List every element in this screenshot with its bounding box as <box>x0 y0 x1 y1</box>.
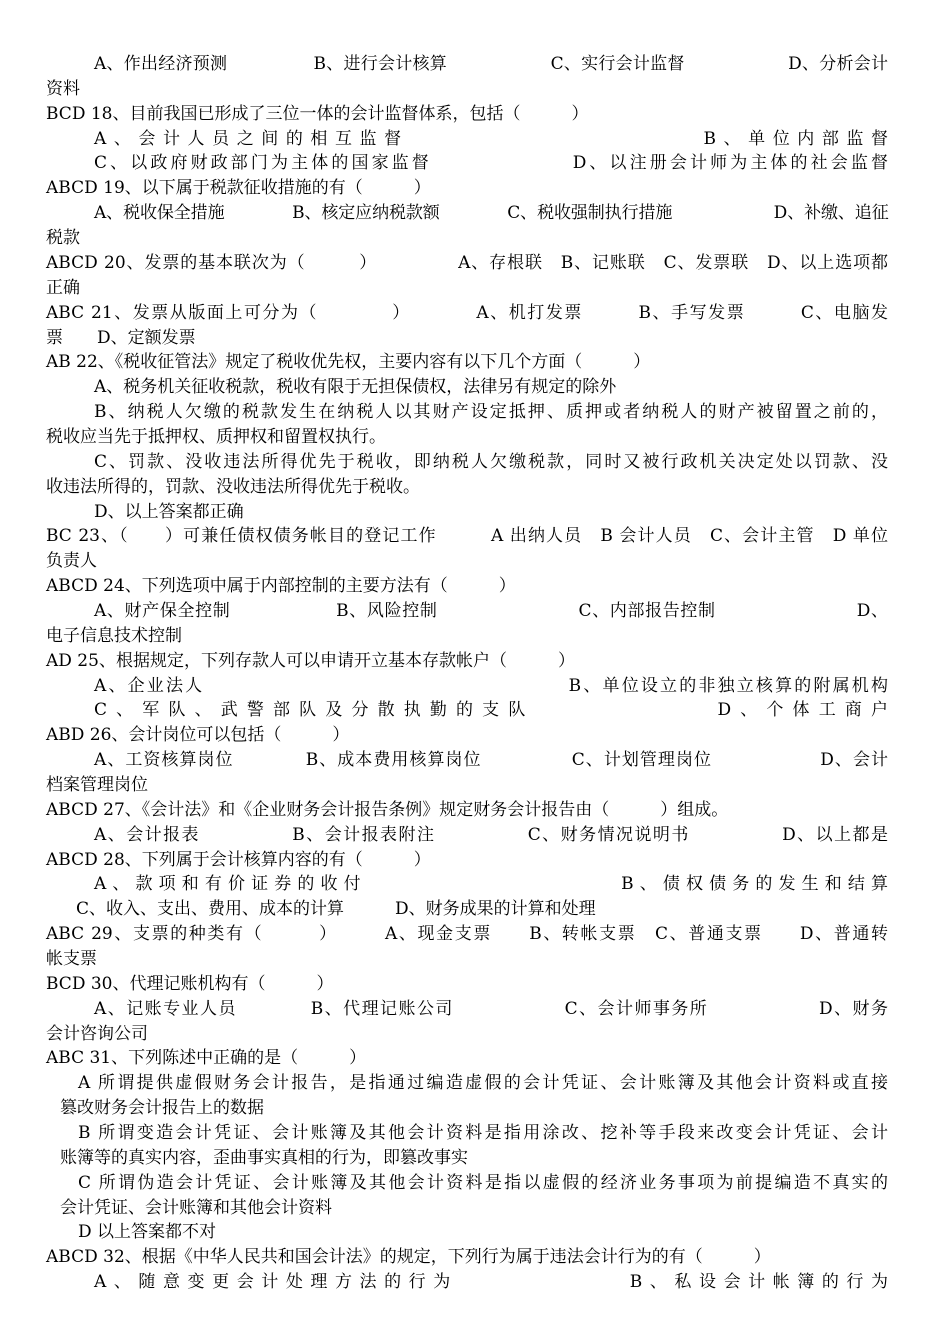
option-line: A、工资核算岗位 B、成本费用核算岗位 C、计划管理岗位 D、会计 <box>94 750 888 771</box>
question-23: BC 23、（ ）可兼任债权债务帐目的登记工作 A 出纳人员 B 会计人员 C、会计主管 D 单位 <box>46 526 888 547</box>
question-24: ABCD 24、下列选项中属于内部控制的主要方法有（ ） <box>46 576 516 597</box>
option-line: D、以上答案都正确 <box>94 501 244 522</box>
option-line: A、会计人员之间的相互监督 B、单位内部监督 <box>94 128 888 149</box>
text-line: 税款 <box>46 228 80 248</box>
option-line: A、款项和有价证券的收付 B、债权债务的发生和结算 <box>94 874 888 895</box>
text-line: 会计咨询公司 <box>46 1023 148 1044</box>
text-line: 收违法所得的，罚款、没收违法所得优先于税收。 <box>46 476 420 497</box>
option-line: A、会计报表 B、会计报表附注 C、财务情况说明书 D、以上都是 <box>94 824 888 845</box>
question-21: ABC 21、发票从版面上可分为（ ） A、机打发票 B、手写发票 C、电脑发 <box>46 302 888 323</box>
question-25: AD 25、根据规定，下列存款人可以申请开立基本存款帐户（ ） <box>46 650 575 671</box>
text-line: 负责人 <box>46 551 97 572</box>
question-32: ABCD 32、根据《中华人民共和国会计法》的规定，下列行为属于违法会计行为的有（ ） <box>46 1247 771 1268</box>
option-line: A、随意变更会计处理方法的行为 B、私设会计帐簿的行为 <box>94 1272 888 1293</box>
option-line: B 所谓变造会计凭证、会计账簿及其他会计资料是指用涂改、挖补等手段来改变会计凭证、会计 <box>78 1123 888 1143</box>
question-30: BCD 30、代理记账机构有（ ） <box>46 973 334 994</box>
question-18: BCD 18、目前我国已形成了三位一体的会计监督体系，包括（ ） <box>46 103 589 124</box>
option-line: B、纳税人欠缴的税款发生在纳税人以其财产设定抵押、质押或者纳税人的财产被留置之前的， <box>94 402 888 422</box>
text-line: 会计凭证、会计账簿和其他会计资料 <box>60 1197 332 1218</box>
text-line: 篡改财务会计报告上的数据 <box>60 1098 264 1119</box>
question-22: AB 22、《税收征管法》规定了税收优先权，主要内容有以下几个方面（ ） <box>46 352 651 373</box>
option-line: C、军队、武警部队及分散执勤的支队 D、个体工商户 <box>94 700 888 721</box>
option-line: C 所谓伪造会计凭证、会计账簿及其他会计资料是指以虚假的经济业务事项为前提编造不真实的 <box>78 1172 888 1193</box>
option-line: A、记账专业人员 B、代理记账公司 C、会计师事务所 D、财务 <box>94 998 888 1019</box>
option-line: A、税收保全措施 B、核定应纳税款额 C、税收强制执行措施 D、补缴、追征 <box>94 203 889 224</box>
text-line: 票 D、定额发票 <box>46 327 196 348</box>
option-line: C、以政府财政部门为主体的国家监督 D、以注册会计师为主体的社会监督 <box>94 153 888 174</box>
option-line: A、税务机关征收税款，税收有限于无担保债权，法律另有规定的除外 <box>94 377 617 398</box>
text-line: 电子信息技术控制 <box>46 625 182 646</box>
question-28: ABCD 28、下列属于会计核算内容的有（ ） <box>46 849 431 870</box>
question-27: ABCD 27、《会计法》和《企业财务会计报告条例》规定财务会计报告由（ ）组成。 <box>46 799 729 820</box>
question-20: ABCD 20、发票的基本联次为（ ） A、存根联 B、记账联 C、发票联 D、以上选项都 <box>46 252 888 273</box>
question-19: ABCD 19、以下属于税款征收措施的有（ ） <box>46 178 431 199</box>
option-line: A、企业法人 B、单位设立的非独立核算的附属机构 <box>94 675 888 696</box>
text-line: 档案管理岗位 <box>46 774 148 795</box>
option-line: C、罚款、没收违法所得优先于税收，即纳税人欠缴税款，同时又被行政机关决定处以罚款、没 <box>94 451 888 472</box>
question-31: ABC 31、下列陈述中正确的是（ ） <box>46 1048 367 1069</box>
option-line: A 所谓提供虚假财务会计报告，是指通过编造虚假的会计凭证、会计账簿及其他会计资料或直接 <box>78 1073 888 1094</box>
option-line: C、收入、支出、费用、成本的计算 D、财务成果的计算和处理 <box>76 899 596 920</box>
text-line: 正确 <box>46 277 80 298</box>
text-line: 资料 <box>46 78 80 99</box>
question-29: ABC 29、支票的种类有（ ） A、现金支票 B、转帐支票 C、普通支票 D、普通转 <box>46 924 888 945</box>
text-line: 账簿等的真实内容，歪曲事实真相的行为，即篡改事实 <box>60 1147 468 1168</box>
option-line: A、财产保全控制 B、风险控制 C、内部报告控制 D、 <box>94 600 888 621</box>
text-line: 帐支票 <box>46 949 97 969</box>
text-line: 税收应当先于抵押权、质押权和留置权执行。 <box>46 426 386 447</box>
option-line: D 以上答案都不对 <box>78 1222 217 1243</box>
option-line: A、作出经济预测 B、进行会计核算 C、实行会计监督 D、分析会计 <box>94 54 888 74</box>
question-26: ABD 26、会计岗位可以包括（ ） <box>46 725 350 746</box>
